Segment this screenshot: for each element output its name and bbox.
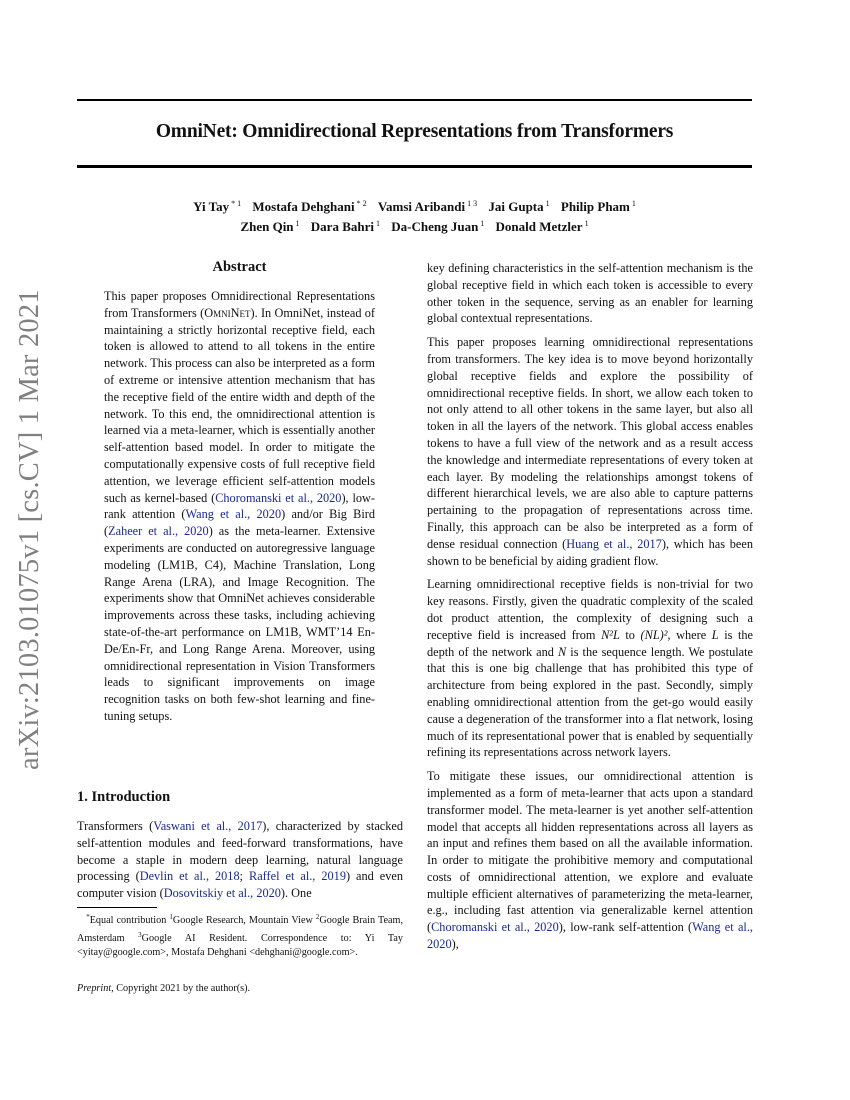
citation-link[interactable]: Choromanski et al., 2020: [431, 920, 559, 935]
citation-link[interactable]: Zaheer et al., 2020: [108, 524, 209, 539]
author: Mostafa Dehghani $^{* 2}$: [252, 199, 367, 214]
citation-link[interactable]: Dosovitskiy et al., 2020: [163, 886, 281, 901]
author: Da-Cheng Juan $^1$: [391, 219, 485, 234]
omninet-smallcaps: OmniNet: [204, 305, 251, 320]
author: Zhen Qin $^1$: [240, 219, 300, 234]
abstract-body: This paper proposes Omnidirectional Representations from Transformers (OmniNet). In OmniNet, instead of maintaining a strictly horizontal receptive field, each token is allowed to attend to all tokens in the entire network. This process can also be interpreted as a form of extreme or intensive attention mechanism that has the receptive field of the entire width and depth of the network. To this end, the omnidirectional attention is learned via a meta-learner, which is essentially another self-attention based model. In order to mitigate the computationally expensive costs of full receptive field attention, we leverage efficient self-attention models such as kernel-based (Choromanski et al., 2020), low-rank attention (Wang et al., 2020) and/or Big Bird (Zaheer et al., 2020) as the meta-learner. Extensive experiments are conducted on autoregressive language modeling (LM1B, C4), Machine Translation, Long Range Arena (LRA), and Image Recognition. The experiments show that OmniNet achieves considerable improvements across these tasks, including achieving state-of-the-art performance on LM1B, WMT’14 En-De/En-Fr, and Long Range Arena. Moreover, using omnidirectional representation in Vision Transformers leads to significant improvements on image recognition tasks on both few-shot learning and fine-tuning setups.: [104, 289, 376, 723]
abstract-heading: Abstract: [212, 259, 267, 275]
intro-paragraph-1-cont: key defining characteristics in the self-attention mechanism is the global receptive field in which each token is accessible to every other token in the sequence, serving as an enabler for learning global contextual representations.: [427, 261, 753, 326]
citation-link[interactable]: Choromanski et al., 2020: [215, 490, 342, 505]
author-line-2: [77, 215, 752, 235]
introduction-left-column: [77, 818, 403, 902]
author: Vamsi Aribandi $^{1 3}$: [377, 199, 478, 214]
citation-link[interactable]: Huang et al., 2017: [566, 536, 662, 551]
author: Jai Gupta $^1$: [488, 199, 550, 214]
intro-paragraph-3: Learning omnidirectional receptive fields is non-trivial for two key reasons. Firstly, given the quadratic complexity of the scaled dot product attention, the complexity of designing such a receptive field is increased from N²L to (NL)², where L is the depth of the network and N is the sequence length. We postulate that this is one big challenge that has prohibited this type of architecture from being explored in the past. Secondly, simply enabling omnidirectional attention from the get-go would easily cause a degeneration of the transformer into a flat network, losing much of its representational power that is enabled by sequentially refining its representations across network layers.: [427, 577, 754, 760]
preprint-notice: Preprint, Copyright 2021 by the author(s).: [77, 983, 251, 994]
citation-link[interactable]: Devlin et al., 2018: [139, 869, 240, 884]
footnote-rule: [77, 907, 157, 908]
intro-paragraph-2: This paper proposes learning omnidirectional representations from transformers. The key idea is to move beyond horizontally global receptive fields and explore the possibility of omnidirectional receptive fields. In short, we allow each token to not only attend to all other tokens in the same layer, but also all token in all the layers of the network. This global access enables tokens to have a full view of the network and as a result access the knowledge and intermediate representations of every token at each layer. By modeling the relationships amongst tokens of different hierarchical levels, we are also able to capture patterns pertaining to the propagation of representations across time. Finally, this approach can be also be interpreted as a form of dense residual connection (Huang et al., 2017), which has been shown to be beneficial by aiding gradient flow.: [427, 335, 753, 568]
citation-link[interactable]: Wang et al., 2020: [427, 920, 753, 952]
citation-link[interactable]: Vaswani et al., 2017: [153, 819, 263, 833]
author: Donald Metzler $^1$: [495, 219, 589, 234]
paper-title: OmniNet: Omnidirectional Representations from Transformers: [155, 121, 674, 142]
author: Philip Pham $^1$: [560, 199, 636, 214]
intro-paragraph-1-start: Transformers (Vaswani et al., 2017), characterized by stacked self-attention modules and feed-forward transformations, have become a staple in modern deep learning, natural language processing (Devlin et al., 2018; Raffel et al., 2019) and even computer vision (Dosovitskiy et al., 2020). One: [77, 819, 404, 901]
title-top-rule: [77, 99, 752, 101]
title-bottom-rule: [77, 165, 752, 168]
citation-link[interactable]: Raffel et al., 2019: [249, 869, 346, 884]
section-heading-introduction: 1. Introduction: [77, 789, 171, 805]
author: Dara Bahri $^1$: [310, 219, 380, 234]
author-list: [77, 195, 752, 235]
author: Yi Tay $^{* 1}$: [193, 199, 242, 214]
citation-link[interactable]: Wang et al., 2020: [185, 507, 282, 522]
footnote: *Equal contribution $^1$Google Research, Mountain View $^2$Google Brain Team, Amsterdam $^3$Google AI Resident. Correspondence to: Yi Tay <yitay@google.com>, Mostafa Dehghani <dehghani@google.com>.: [77, 913, 404, 958]
intro-paragraph-4: To mitigate these issues, our omnidirectional attention is implemented as a form of meta-learner that acts upon a standard transformer model. The meta-learner is yet another self-attention model that accepts all hidden representations across all layers as an input and refines them based on all the available information. In order to mitigate the prohibitive memory and computational costs of omnidirectional attention, we explore and evaluate multiple efficient alternatives of parameterizing the meta-learner, e.g., including fast attention via generalizable kernel attention (Choromanski et al., 2020), low-rank self-attention (Wang et al., 2020),: [427, 769, 753, 952]
right-column: [427, 260, 753, 960]
arxiv-stamp: arXiv:2103.01075v1 [cs.CV] 1 Mar 2021: [14, 289, 45, 770]
author-line-1: [77, 195, 752, 215]
